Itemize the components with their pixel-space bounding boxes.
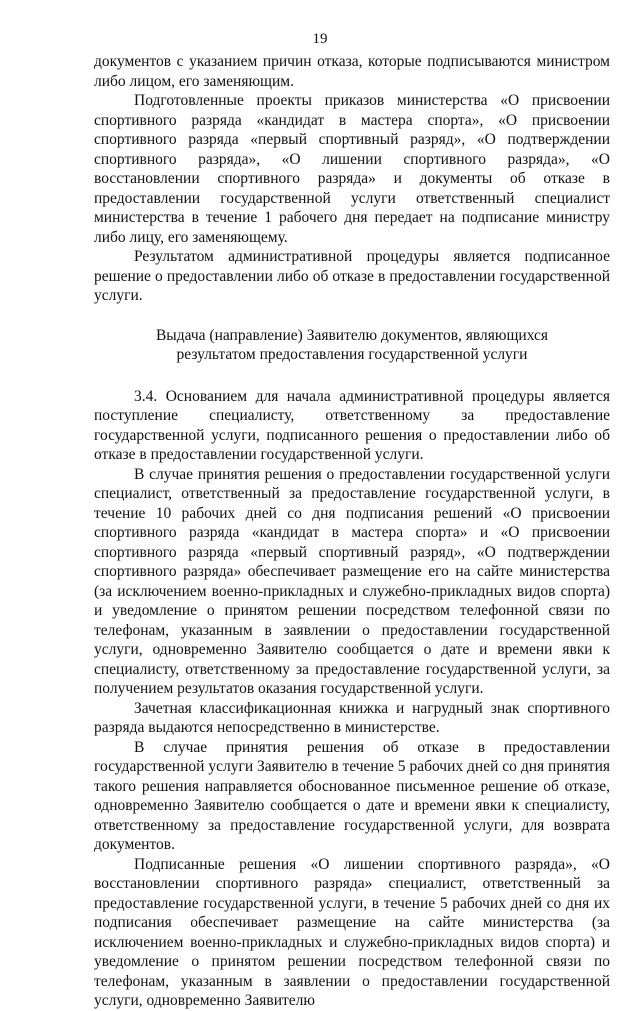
paragraph-continuation: документов с указанием причин отказа, которые подписываются министром либо лицом, его заменяющим. [94, 53, 610, 90]
section-heading [94, 326, 610, 365]
document-body [94, 52, 610, 1011]
paragraph-record-book: Зачетная классификационная книжка и нагрудный знак спортивного разряда выдаются непосредственно в министерстве. [94, 699, 610, 736]
page-number: 19 [312, 31, 328, 47]
paragraph-decision-refused: В случае принятия решения об отказе в предоставлении государственной услуги Заявителю в течение 5 рабочих дней со дня принятия такого решения направляется обоснованное письменное решение об отказе, одновременно Заявителю сообщается о дате и времени явки к специалисту, ответственному за предоставление государственной услуги, для возврата документов. [94, 738, 610, 853]
paragraph-signed-decisions: Подписанные решения «О лишении спортивного разряда», «О восстановлении спортивного разряда» специалист, ответственный за предоставление государственной услуги, в течение 5 рабочих дней со дня их подписания обеспечивает размещение на сайте министерства (за исключением военно-прикладных и служебно-прикладных видов спорта) и уведомление о принятом решении посредством телефонной связи по телефонам, указанным в заявлении о предоставлении государственной услуги, одновременно Заявителю [94, 855, 610, 1009]
paragraph-3-4-basis: 3.4. Основанием для начала административной процедуры является поступление специалисту, ответственному за предоставление государственной услуги, подписанного решения о предоставлении либо об отказе в предоставлении государственной услуги. [94, 387, 610, 463]
paragraph-procedure-result: Результатом административной процедуры является подписанное решение о предоставлении либо об отказе в предоставлении государственной услуги. [94, 248, 610, 304]
paragraph-draft-orders: Подготовленные проекты приказов министерства «О присвоении спортивного разряда «кандидат в мастера спорта», «О присвоении спортивного разряда «первый спортивный разряд», «О подтверждении спортивного разряда», «О лишении спортивного разряда», «О восстановлении спортивного разряда» и документы об отказе в предоставлении государственной услуги ответственный специалист министерства в течение 1 рабочего дня передает на подписание министру либо лицу, его заменяющему. [94, 92, 610, 246]
section-heading-line-1: Выдача (направление) Заявителю документов, являющихся [155, 326, 549, 344]
paragraph-decision-granted: В случае принятия решения о предоставлении государственной услуги специалист, ответственный за предоставление государственной услуги, в течение 10 рабочих дней со дня подписания решений «О присвоении спортивного разряда «кандидат в мастера спорта» и «О присвоении спортивного разряда «первый спортивный разряд», «О подтверждении спортивного разряда» обеспечивает размещение его на сайте министерства (за исключением военно-прикладных и служебно-прикладных видов спорта) и уведомление о принятом решении посредством телефонной связи по телефонам, указанным в заявлении о предоставлении государственной услуги, одновременно Заявителю сообщается о дате и времени явки к специалисту, ответственному за предоставление государственной услуги, за получением результатов оказания государственной услуги. [94, 465, 610, 697]
section-heading-line-2: результатом предоставления государственной услуги [176, 346, 528, 363]
